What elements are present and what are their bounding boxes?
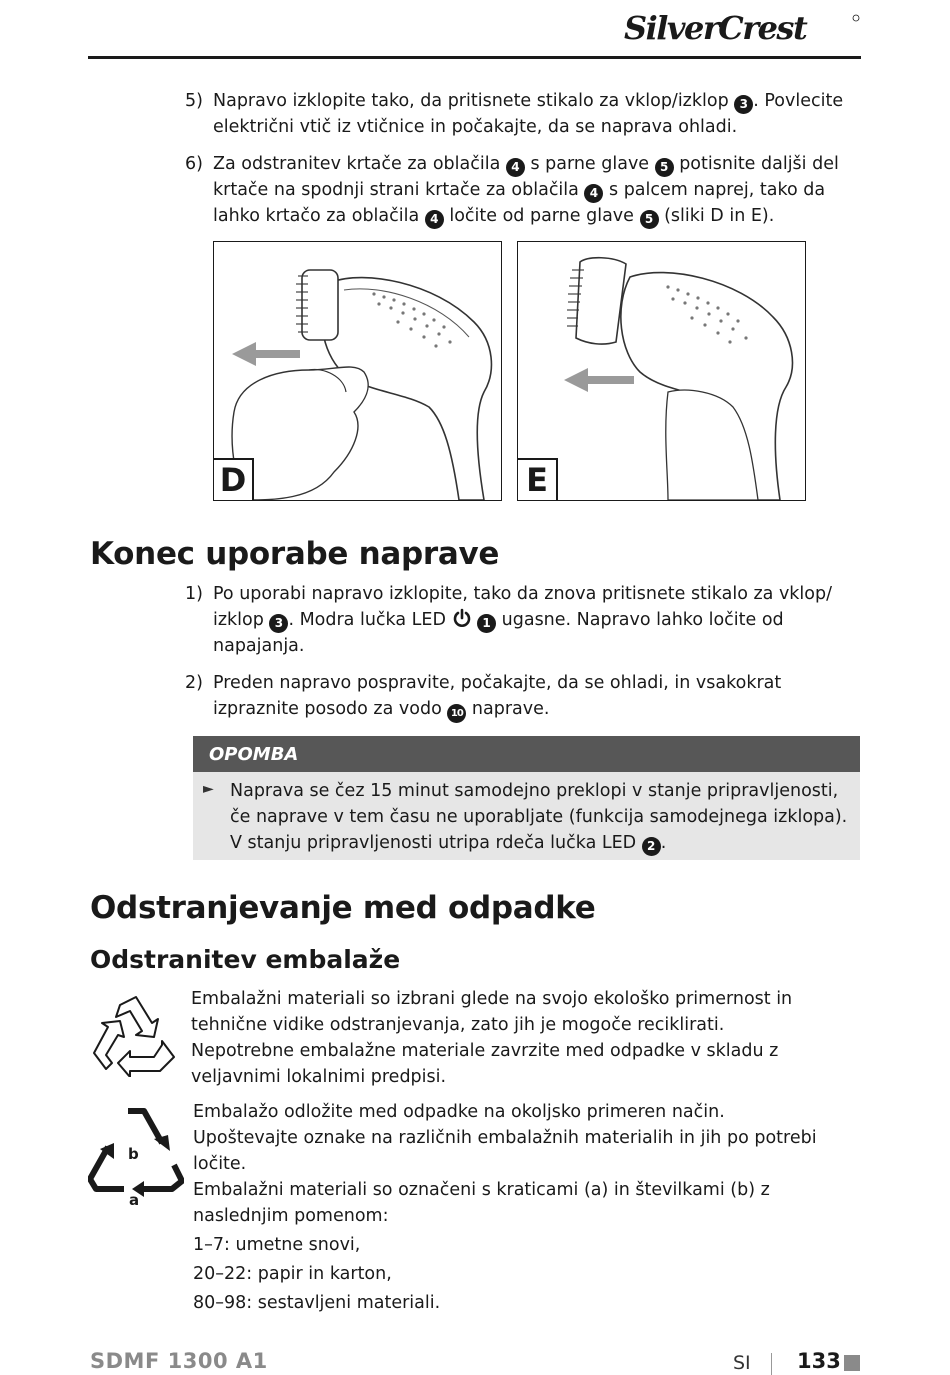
- paragraph-text: Upoštevajte oznake na različnih embalažnih materialih in jih po potrebi ločite.: [193, 1128, 817, 1174]
- step-2: [185, 670, 855, 723]
- note-body: [193, 772, 860, 860]
- figure-label: E: [518, 458, 558, 500]
- paragraph-text: Embalažo odložite med odpadke na okoljsko primeren način.: [193, 1102, 725, 1122]
- callout-number: 1: [477, 614, 496, 633]
- packaging-paragraph-1: [191, 986, 856, 1090]
- code-letter-a: a: [129, 1191, 140, 1209]
- language-code: SI: [733, 1352, 751, 1374]
- callout-number: 4: [425, 210, 444, 229]
- figure-d: [213, 241, 502, 501]
- header-rule: [88, 56, 861, 59]
- recycling-code-icon: [88, 1103, 184, 1213]
- step-text: Napravo izklopite tako, da pritisnete stikalo za vklop/izklop 3 . Povlecite električni vtič iz vtičnice in počakajte, da se naprava ohladi.: [213, 91, 844, 137]
- footer-divider: [771, 1353, 772, 1375]
- callout-number: 3: [269, 614, 288, 633]
- paragraph-text: Embalažni materiali so označeni s kraticami (a) in številkami (b) z naslednjim pomenom:: [193, 1180, 770, 1226]
- callout-number: 5: [655, 158, 674, 177]
- note-title: OPOMBA: [209, 744, 299, 765]
- step-number: 2): [185, 673, 203, 693]
- callout-number: 4: [506, 158, 525, 177]
- note-text: Naprava se čez 15 minut samodejno preklopi v stanje pripravljenosti, če naprave v tem času ne uporabljate (funkcija samodejnega izklopa). V stanju pripravljenosti utripa rdeča lučka LED 2 .: [230, 778, 850, 856]
- step-number: 6): [185, 154, 203, 174]
- step-6: [185, 151, 855, 229]
- callout-number: 2: [642, 837, 661, 856]
- footer-square-icon: [844, 1355, 860, 1371]
- subsection-heading: Odstranitev embalaže: [90, 945, 401, 974]
- page-number: 133: [797, 1349, 841, 1373]
- step-5: [185, 88, 855, 140]
- paragraph-text: Embalažni materiali so izbrani glede na svojo ekološko primernost in tehnične vidike odstranjevanja, zato jih je mogoče reciklirati.: [191, 989, 793, 1035]
- section-heading: Konec uporabe naprave: [90, 536, 500, 572]
- steamer-illustration-e: [518, 242, 805, 500]
- model-number: SDMF 1300 A1: [90, 1349, 268, 1373]
- list-item: 80–98: sestavljeni materiali.: [193, 1293, 441, 1313]
- silvercrest-logo: [622, 6, 862, 46]
- list-item: 20–22: papir in karton,: [193, 1264, 392, 1284]
- packaging-paragraph-2: [193, 1099, 858, 1316]
- step-text: Preden napravo pospravite, počakajte, da se ohladi, in vsakokrat izpraznite posodo za vodo 10 naprave.: [213, 670, 855, 723]
- paragraph-text: Nepotrebne embalažne materiale zavrzite med odpadke v skladu z veljavnimi lokalnimi predpisi.: [191, 1041, 779, 1087]
- bullet-arrow-icon: ►: [203, 781, 214, 797]
- code-letter-b: b: [128, 1145, 139, 1163]
- list-item: 1–7: umetne snovi,: [193, 1235, 361, 1255]
- brand-text: SilverCrest: [624, 9, 807, 46]
- section-heading: Odstranjevanje med odpadke: [90, 890, 596, 926]
- callout-number: 3: [734, 95, 753, 114]
- step-number: 5): [185, 91, 203, 111]
- callout-number: 5: [640, 210, 659, 229]
- step-text: Za odstranitev krtače za oblačila 4 s parne glave 5 potisnite daljši del krtače na spodnji strani krtače za oblačila 4 s palcem naprej, tako da lahko krtačo za oblačila 4 ločite od parne glave 5 (sliki D in E).: [213, 151, 855, 229]
- callout-number: 10: [447, 704, 466, 723]
- callout-number: 4: [584, 184, 603, 203]
- step-text: Po uporabi napravo izklopite, tako da znova pritisnete stikalo za vklop/ izklop 3 . Modra lučka LED 1 ugasne. Napravo lahko ločite od napajanja.: [213, 584, 833, 656]
- figure-label: D: [214, 458, 254, 500]
- steamer-illustration-d: [214, 242, 501, 500]
- power-icon: [452, 608, 472, 628]
- figure-e: [517, 241, 806, 501]
- recycling-icon: [90, 993, 178, 1081]
- step-number: 1): [185, 584, 203, 604]
- note-header: [193, 736, 860, 772]
- step-1: [185, 581, 855, 659]
